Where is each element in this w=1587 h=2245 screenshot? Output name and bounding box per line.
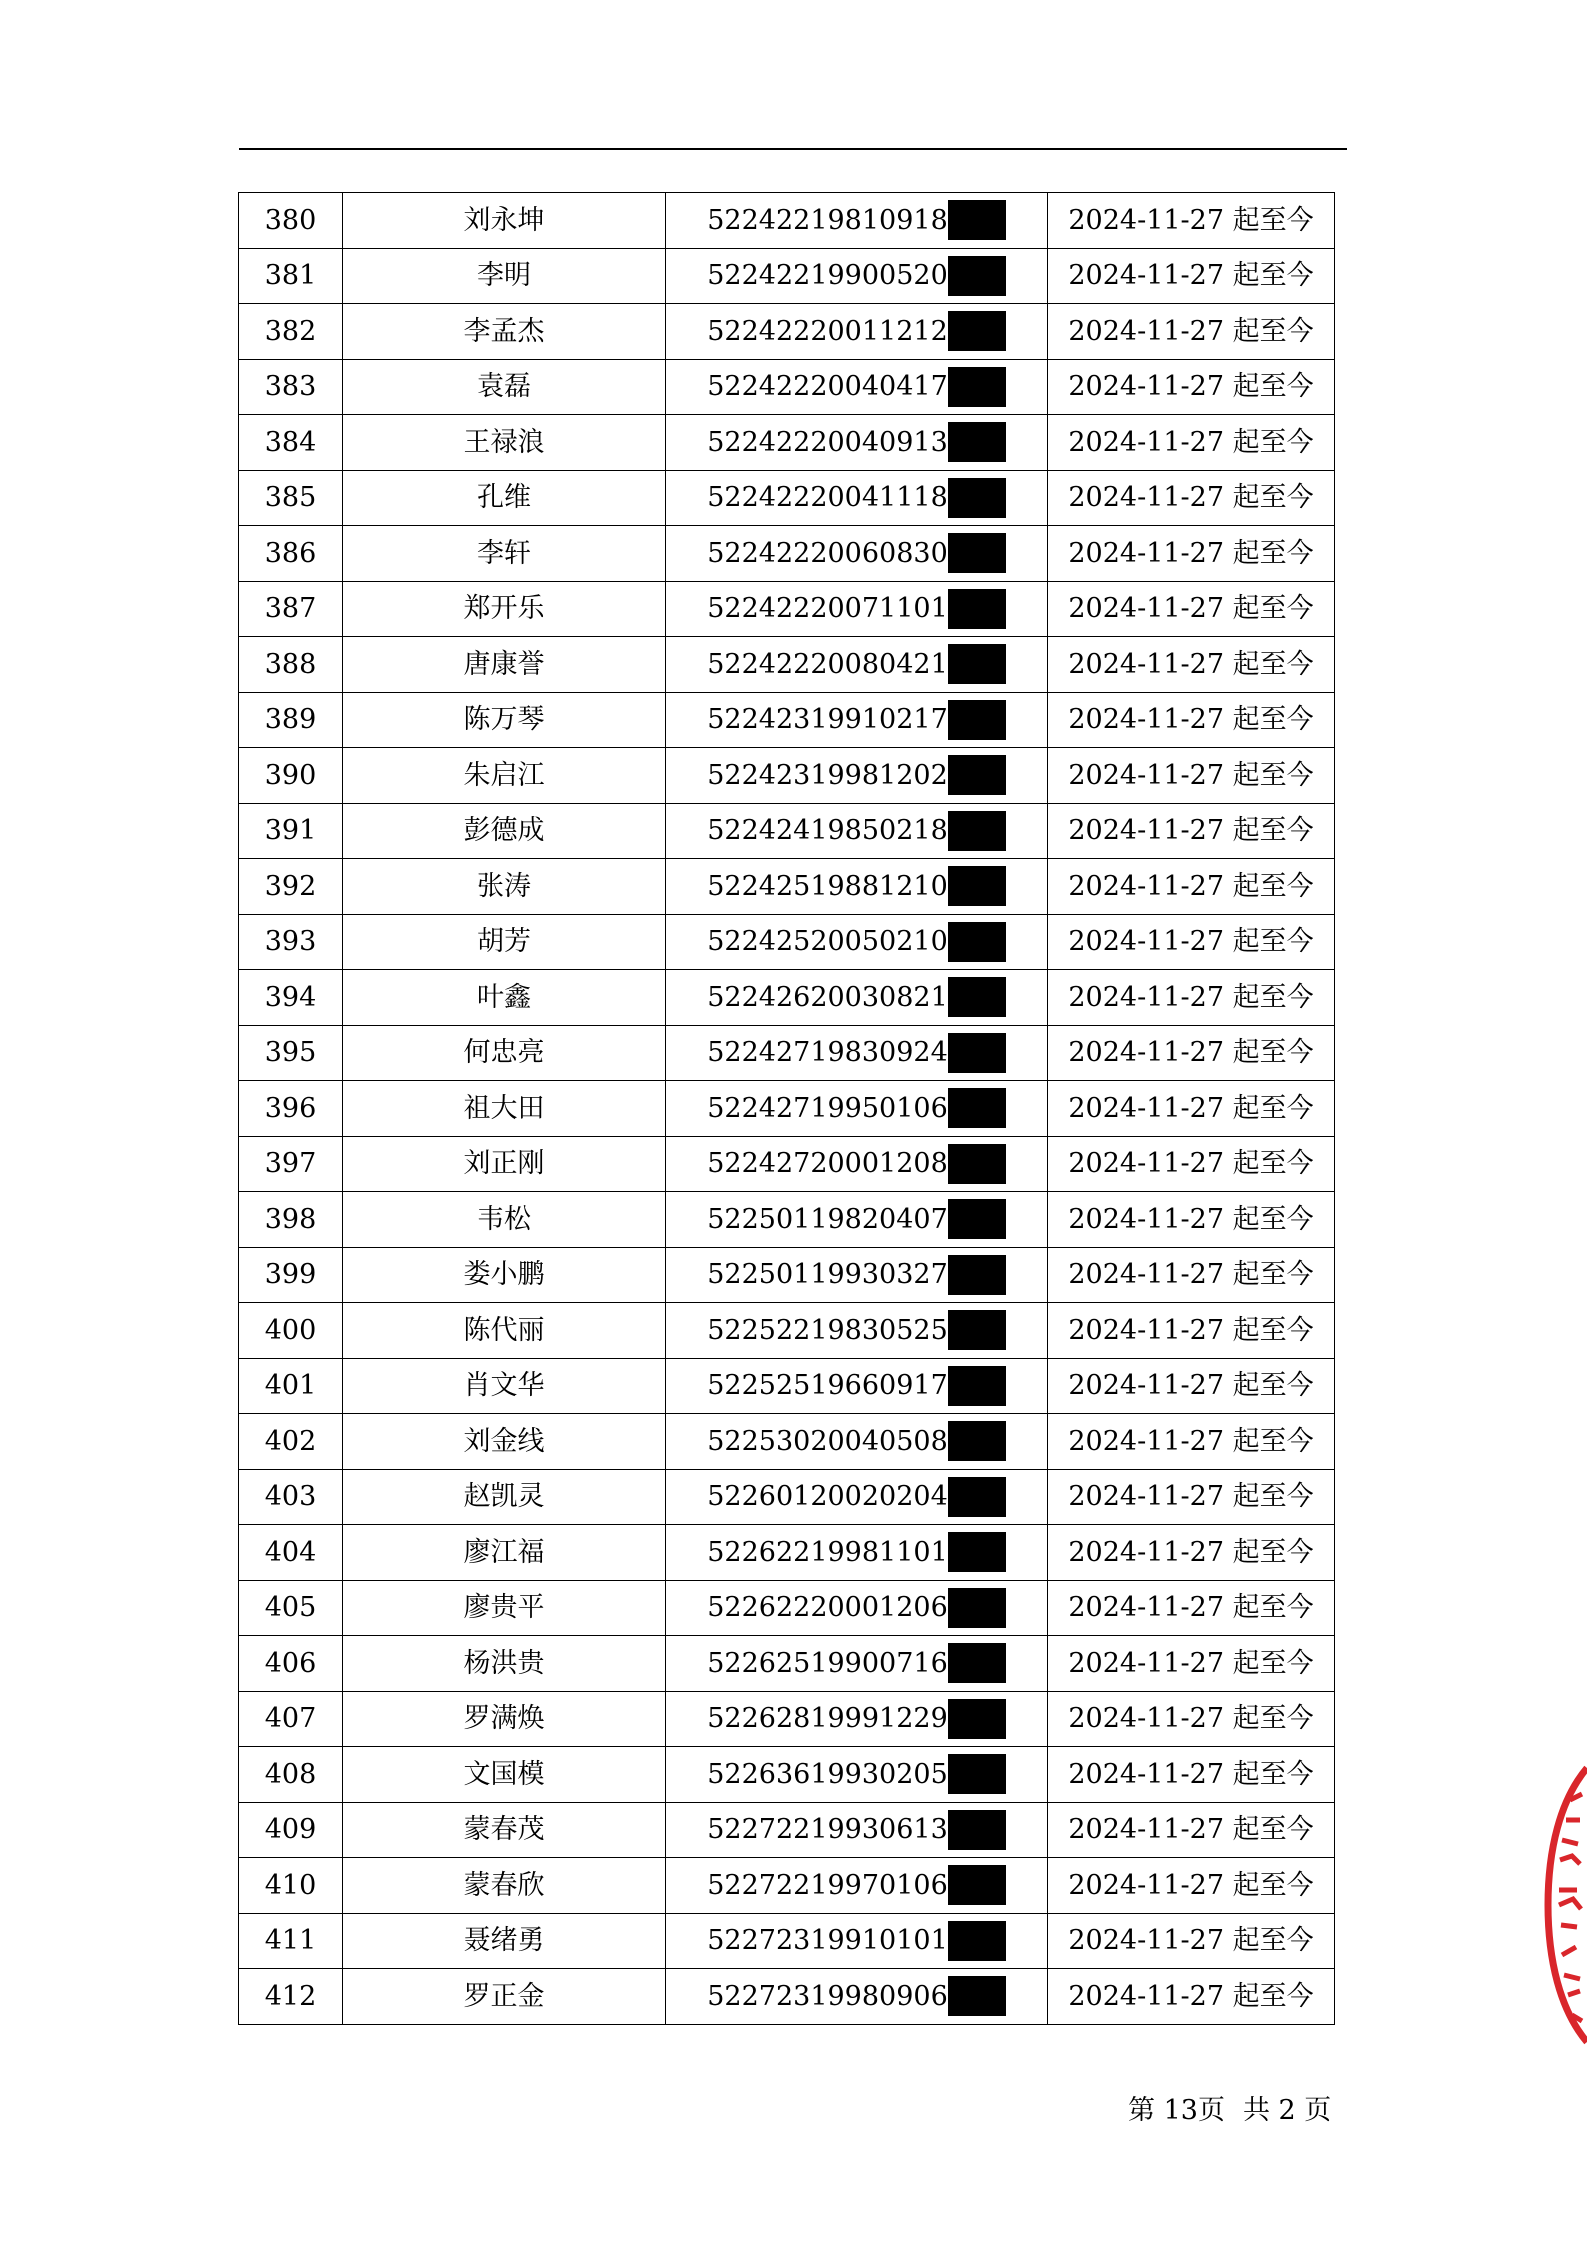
start-date: 2024-11-27 起至今	[1048, 526, 1335, 582]
id-number-visible: 52253020040508	[707, 1425, 948, 1457]
id-number	[707, 1643, 1006, 1683]
row-number: 412	[239, 1969, 343, 2025]
redaction-block	[948, 866, 1006, 906]
id-number-cell	[666, 970, 1048, 1026]
id-number-cell	[666, 1858, 1048, 1914]
row-number: 396	[239, 1081, 343, 1137]
row-number: 408	[239, 1747, 343, 1803]
redaction-block	[948, 1532, 1006, 1572]
start-date: 2024-11-27 起至今	[1048, 1414, 1335, 1470]
id-number	[707, 1255, 1006, 1295]
redaction-block	[948, 589, 1006, 629]
row-number: 395	[239, 1025, 343, 1081]
table-row	[239, 1192, 1335, 1248]
id-number-cell	[666, 1525, 1048, 1581]
table-row	[239, 1691, 1335, 1747]
id-number-visible: 52242319910217	[707, 704, 948, 736]
person-name: 叶鑫	[343, 970, 666, 1026]
table-row	[239, 803, 1335, 859]
redaction-block	[948, 422, 1006, 462]
id-number-visible: 52252519660917	[707, 1370, 948, 1402]
redaction-block	[948, 644, 1006, 684]
id-number	[707, 1532, 1006, 1572]
table-row	[239, 748, 1335, 804]
id-number	[707, 367, 1006, 407]
start-date: 2024-11-27 起至今	[1048, 304, 1335, 360]
table-row	[239, 637, 1335, 693]
table-row	[239, 970, 1335, 1026]
id-number-visible: 52272319910101	[707, 1925, 948, 1957]
id-number-cell	[666, 1247, 1048, 1303]
id-number-cell	[666, 470, 1048, 526]
redaction-block	[948, 1810, 1006, 1850]
id-number	[707, 1921, 1006, 1961]
table-row	[239, 1747, 1335, 1803]
id-number	[707, 1477, 1006, 1517]
row-number: 402	[239, 1414, 343, 1470]
id-number-visible: 52242620030821	[707, 981, 948, 1013]
table-row	[239, 692, 1335, 748]
redaction-block	[948, 1088, 1006, 1128]
table-row	[239, 1025, 1335, 1081]
table-row	[239, 914, 1335, 970]
person-name: 廖贵平	[343, 1580, 666, 1636]
table-row	[239, 581, 1335, 637]
id-number	[707, 1199, 1006, 1239]
id-number-visible: 52242220041118	[707, 482, 948, 514]
id-number	[707, 1421, 1006, 1461]
table-row	[239, 1303, 1335, 1359]
table-row	[239, 1469, 1335, 1525]
person-name: 刘永坤	[343, 193, 666, 249]
id-number-cell	[666, 803, 1048, 859]
start-date: 2024-11-27 起至今	[1048, 914, 1335, 970]
person-name: 赵凯灵	[343, 1469, 666, 1525]
table-row	[239, 470, 1335, 526]
start-date: 2024-11-27 起至今	[1048, 1469, 1335, 1525]
start-date: 2024-11-27 起至今	[1048, 415, 1335, 471]
row-number: 411	[239, 1913, 343, 1969]
person-name: 文国模	[343, 1747, 666, 1803]
person-name: 刘正刚	[343, 1136, 666, 1192]
start-date: 2024-11-27 起至今	[1048, 1969, 1335, 2025]
id-number-cell	[666, 1802, 1048, 1858]
id-number	[707, 866, 1006, 906]
id-number-visible: 52250119930327	[707, 1259, 948, 1291]
table-row	[239, 1247, 1335, 1303]
table-row	[239, 304, 1335, 360]
person-name: 李轩	[343, 526, 666, 582]
start-date: 2024-11-27 起至今	[1048, 1081, 1335, 1137]
id-number	[707, 811, 1006, 851]
id-number-visible: 52242319981202	[707, 759, 948, 791]
id-number	[707, 200, 1006, 240]
table-row	[239, 193, 1335, 249]
redaction-block	[948, 1754, 1006, 1794]
redaction-block	[948, 755, 1006, 795]
person-name: 胡芳	[343, 914, 666, 970]
id-number	[707, 1754, 1006, 1794]
start-date: 2024-11-27 起至今	[1048, 1525, 1335, 1581]
roster-body	[239, 193, 1335, 2025]
start-date: 2024-11-27 起至今	[1048, 1913, 1335, 1969]
start-date: 2024-11-27 起至今	[1048, 1802, 1335, 1858]
start-date: 2024-11-27 起至今	[1048, 859, 1335, 915]
redaction-block	[948, 311, 1006, 351]
redaction-block	[948, 1255, 1006, 1295]
start-date: 2024-11-27 起至今	[1048, 1858, 1335, 1914]
start-date: 2024-11-27 起至今	[1048, 1136, 1335, 1192]
id-number	[707, 256, 1006, 296]
table-row	[239, 1525, 1335, 1581]
id-number-visible: 52242220071101	[707, 593, 948, 625]
id-number	[707, 1366, 1006, 1406]
person-name: 陈代丽	[343, 1303, 666, 1359]
redaction-block	[948, 922, 1006, 962]
row-number: 394	[239, 970, 343, 1026]
id-number-visible: 52260120020204	[707, 1481, 948, 1513]
id-number-cell	[666, 1747, 1048, 1803]
id-number-visible: 52242519881210	[707, 870, 948, 902]
id-number-cell	[666, 692, 1048, 748]
person-name: 李明	[343, 248, 666, 304]
redaction-block	[948, 1699, 1006, 1739]
redaction-block	[948, 1865, 1006, 1905]
id-number	[707, 1699, 1006, 1739]
person-name: 唐康誉	[343, 637, 666, 693]
row-number: 381	[239, 248, 343, 304]
table-row	[239, 526, 1335, 582]
id-number	[707, 1865, 1006, 1905]
table-row	[239, 359, 1335, 415]
row-number: 380	[239, 193, 343, 249]
row-number: 397	[239, 1136, 343, 1192]
id-number-visible: 52272219970106	[707, 1869, 948, 1901]
row-number: 405	[239, 1580, 343, 1636]
id-number-cell	[666, 248, 1048, 304]
start-date: 2024-11-27 起至今	[1048, 1303, 1335, 1359]
table-row	[239, 1136, 1335, 1192]
start-date: 2024-11-27 起至今	[1048, 637, 1335, 693]
row-number: 385	[239, 470, 343, 526]
start-date: 2024-11-27 起至今	[1048, 1580, 1335, 1636]
table-row	[239, 1636, 1335, 1692]
id-number-visible: 52242719830924	[707, 1037, 948, 1069]
start-date: 2024-11-27 起至今	[1048, 581, 1335, 637]
id-number	[707, 644, 1006, 684]
id-number	[707, 1976, 1006, 2016]
id-number-cell	[666, 304, 1048, 360]
row-number: 392	[239, 859, 343, 915]
id-number-cell	[666, 1136, 1048, 1192]
table-row	[239, 1358, 1335, 1414]
id-number-visible: 52242720001208	[707, 1148, 948, 1180]
id-number-cell	[666, 1303, 1048, 1359]
id-number	[707, 1588, 1006, 1628]
table-row	[239, 1969, 1335, 2025]
person-name: 杨洪贵	[343, 1636, 666, 1692]
start-date: 2024-11-27 起至今	[1048, 1247, 1335, 1303]
id-number-visible: 52242719950106	[707, 1092, 948, 1124]
id-number-visible: 52272319980906	[707, 1980, 948, 2012]
redaction-block	[948, 367, 1006, 407]
id-number-visible: 52263619930205	[707, 1758, 948, 1790]
id-number	[707, 422, 1006, 462]
row-number: 384	[239, 415, 343, 471]
row-number: 400	[239, 1303, 343, 1359]
row-number: 388	[239, 637, 343, 693]
redaction-block	[948, 1310, 1006, 1350]
id-number-cell	[666, 526, 1048, 582]
roster-table	[238, 192, 1335, 2025]
person-name: 王禄浪	[343, 415, 666, 471]
person-name: 韦松	[343, 1192, 666, 1248]
start-date: 2024-11-27 起至今	[1048, 470, 1335, 526]
person-name: 蒙春欣	[343, 1858, 666, 1914]
redaction-block	[948, 1588, 1006, 1628]
id-number-visible: 52272219930613	[707, 1814, 948, 1846]
redaction-block	[948, 533, 1006, 573]
table-row	[239, 1913, 1335, 1969]
start-date: 2024-11-27 起至今	[1048, 359, 1335, 415]
row-number: 390	[239, 748, 343, 804]
start-date: 2024-11-27 起至今	[1048, 803, 1335, 859]
id-number	[707, 533, 1006, 573]
person-name: 张涛	[343, 859, 666, 915]
id-number-cell	[666, 1580, 1048, 1636]
row-number: 404	[239, 1525, 343, 1581]
row-number: 406	[239, 1636, 343, 1692]
start-date: 2024-11-27 起至今	[1048, 1192, 1335, 1248]
person-name: 李孟杰	[343, 304, 666, 360]
start-date: 2024-11-27 起至今	[1048, 970, 1335, 1026]
redaction-block	[948, 700, 1006, 740]
redaction-block	[948, 1033, 1006, 1073]
row-number: 398	[239, 1192, 343, 1248]
person-name: 娄小鹏	[343, 1247, 666, 1303]
person-name: 蒙春茂	[343, 1802, 666, 1858]
id-number	[707, 700, 1006, 740]
redaction-block	[948, 1199, 1006, 1239]
id-number-visible: 52262819991229	[707, 1703, 948, 1735]
start-date: 2024-11-27 起至今	[1048, 1636, 1335, 1692]
id-number-visible: 52250119820407	[707, 1203, 948, 1235]
person-name: 祖大田	[343, 1081, 666, 1137]
id-number-cell	[666, 1414, 1048, 1470]
person-name: 肖文华	[343, 1358, 666, 1414]
redaction-block	[948, 1921, 1006, 1961]
id-number	[707, 755, 1006, 795]
redaction-block	[948, 478, 1006, 518]
row-number: 387	[239, 581, 343, 637]
row-number: 403	[239, 1469, 343, 1525]
page-number: 第 13页	[1128, 2095, 1225, 2126]
id-number-cell	[666, 1691, 1048, 1747]
id-number-cell	[666, 914, 1048, 970]
row-number: 389	[239, 692, 343, 748]
id-number-cell	[666, 1081, 1048, 1137]
id-number-visible: 52242419850218	[707, 815, 948, 847]
row-number: 407	[239, 1691, 343, 1747]
id-number-cell	[666, 637, 1048, 693]
row-number: 382	[239, 304, 343, 360]
id-number-cell	[666, 1636, 1048, 1692]
redaction-block	[948, 1976, 1006, 2016]
row-number: 391	[239, 803, 343, 859]
table-row	[239, 1802, 1335, 1858]
table-row	[239, 859, 1335, 915]
redaction-block	[948, 977, 1006, 1017]
id-number-cell	[666, 193, 1048, 249]
table-row	[239, 1414, 1335, 1470]
person-name: 彭德成	[343, 803, 666, 859]
redaction-block	[948, 1366, 1006, 1406]
table-row	[239, 1081, 1335, 1137]
id-number	[707, 1310, 1006, 1350]
id-number-cell	[666, 1358, 1048, 1414]
id-number-cell	[666, 1192, 1048, 1248]
redaction-block	[948, 200, 1006, 240]
redaction-block	[948, 1421, 1006, 1461]
redaction-block	[948, 1643, 1006, 1683]
id-number-visible: 52242220080421	[707, 648, 948, 680]
id-number-visible: 52242220011212	[707, 315, 948, 347]
table-row	[239, 415, 1335, 471]
person-name: 刘金线	[343, 1414, 666, 1470]
table-row	[239, 248, 1335, 304]
start-date: 2024-11-27 起至今	[1048, 1025, 1335, 1081]
start-date: 2024-11-27 起至今	[1048, 692, 1335, 748]
id-number-cell	[666, 359, 1048, 415]
id-number-cell	[666, 859, 1048, 915]
person-name: 何忠亮	[343, 1025, 666, 1081]
redaction-block	[948, 1144, 1006, 1184]
id-number-visible: 52262220001206	[707, 1592, 948, 1624]
page-footer	[1128, 2088, 1349, 2127]
row-number: 393	[239, 914, 343, 970]
id-number-visible: 52262219981101	[707, 1536, 948, 1568]
row-number: 399	[239, 1247, 343, 1303]
id-number-visible: 52242219900520	[707, 260, 948, 292]
redaction-block	[948, 811, 1006, 851]
id-number-visible: 52242220060830	[707, 537, 948, 569]
redaction-block	[948, 1477, 1006, 1517]
row-number: 386	[239, 526, 343, 582]
id-number-cell	[666, 415, 1048, 471]
person-name: 廖江福	[343, 1525, 666, 1581]
start-date: 2024-11-27 起至今	[1048, 1358, 1335, 1414]
person-name: 朱启江	[343, 748, 666, 804]
person-name: 聂绪勇	[343, 1913, 666, 1969]
id-number-visible: 52242520050210	[707, 926, 948, 958]
id-number	[707, 977, 1006, 1017]
table-row	[239, 1858, 1335, 1914]
id-number	[707, 311, 1006, 351]
header-rule	[239, 148, 1347, 150]
row-number: 383	[239, 359, 343, 415]
page-total: 共 2 页	[1242, 2095, 1332, 2126]
id-number	[707, 1144, 1006, 1184]
start-date: 2024-11-27 起至今	[1048, 1747, 1335, 1803]
id-number	[707, 1810, 1006, 1850]
id-number-visible: 52242220040913	[707, 426, 948, 458]
row-number: 401	[239, 1358, 343, 1414]
id-number-cell	[666, 581, 1048, 637]
seal-stamp-fragment	[1540, 1760, 1587, 2050]
id-number-cell	[666, 748, 1048, 804]
row-number: 410	[239, 1858, 343, 1914]
id-number-cell	[666, 1969, 1048, 2025]
redaction-block	[948, 256, 1006, 296]
id-number-visible: 52252219830525	[707, 1314, 948, 1346]
id-number	[707, 1088, 1006, 1128]
id-number-visible: 52242220040417	[707, 371, 948, 403]
person-name: 孔维	[343, 470, 666, 526]
id-number-cell	[666, 1025, 1048, 1081]
person-name: 陈万琴	[343, 692, 666, 748]
table-row	[239, 1580, 1335, 1636]
start-date: 2024-11-27 起至今	[1048, 248, 1335, 304]
id-number	[707, 478, 1006, 518]
person-name: 罗满焕	[343, 1691, 666, 1747]
id-number-cell	[666, 1913, 1048, 1969]
person-name: 郑开乐	[343, 581, 666, 637]
start-date: 2024-11-27 起至今	[1048, 748, 1335, 804]
id-number	[707, 922, 1006, 962]
start-date: 2024-11-27 起至今	[1048, 1691, 1335, 1747]
id-number-visible: 52242219810918	[707, 204, 948, 236]
start-date: 2024-11-27 起至今	[1048, 193, 1335, 249]
id-number	[707, 1033, 1006, 1073]
id-number-visible: 52262519900716	[707, 1647, 948, 1679]
person-name: 罗正金	[343, 1969, 666, 2025]
row-number: 409	[239, 1802, 343, 1858]
id-number	[707, 589, 1006, 629]
id-number-cell	[666, 1469, 1048, 1525]
person-name: 袁磊	[343, 359, 666, 415]
